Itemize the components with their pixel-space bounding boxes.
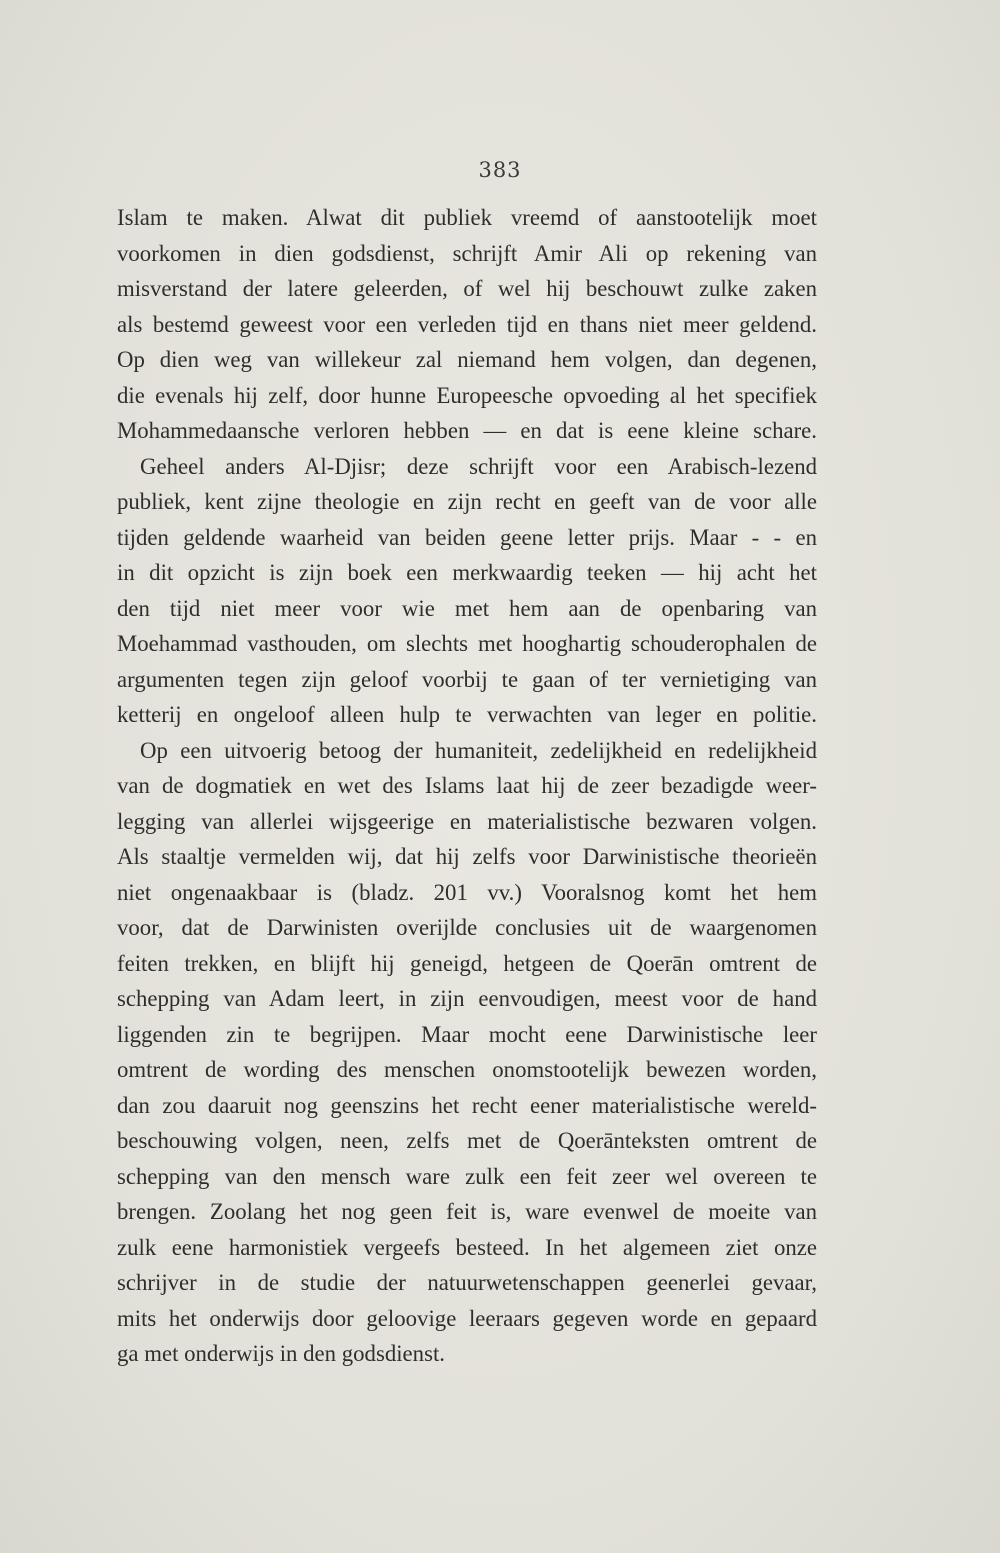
text-line: als bestemd geweest voor een verleden tijd en thans niet meer geldend. — [117, 311, 817, 337]
page-number: 383 — [478, 158, 522, 182]
body-text — [117, 200, 817, 1372]
text-line: misverstand der latere geleerden, of wel hij beschouwt zulke zaken — [117, 276, 817, 301]
text-line: in dit opzicht is zijn boek een merkwaardig teeken — hij acht het — [117, 560, 817, 585]
text-line: Moehammad vasthouden, om slechts met hooghartig schouderophalen de — [117, 631, 817, 656]
text-line: Islam te maken. Alwat dit publiek vreemd of aanstootelijk moet — [117, 205, 817, 230]
text-line: schepping van den mensch ware zulk een feit zeer wel overeen te — [117, 1163, 817, 1189]
text-line: omtrent de wording des menschen onomstootelijk bewezen worden, — [117, 1057, 817, 1082]
text-line: beschouwing volgen, neen, zelfs met de Qoerānteksten omtrent de — [117, 1128, 817, 1153]
text-line: liggenden zin te begrijpen. Maar mocht eene Darwinistische leer — [117, 1021, 817, 1047]
text-line: voorkomen in dien godsdienst, schrijft Amir Ali op rekening van — [117, 240, 817, 266]
text-line: ketterij en ongeloof alleen hulp te verwachten van leger en politie. — [117, 702, 817, 727]
text-line: Op een uitvoerig betoog der humaniteit, zedelijkheid en redelijkheid — [140, 737, 817, 763]
text-line: dan zou daaruit nog geenszins het recht eener materialistische wereld- — [117, 1092, 817, 1118]
text-line: legging van allerlei wijsgeerige en materialistische bezwaren volgen. — [117, 808, 817, 834]
text-line: Op dien weg van willekeur zal niemand hem volgen, dan degenen, — [117, 347, 817, 372]
text-line: Als staaltje vermelden wij, dat hij zelfs voor Darwinistische theorieën — [117, 844, 817, 869]
text-line: feiten trekken, en blijft hij geneigd, hetgeen de Qoerān omtrent de — [117, 950, 817, 976]
text-line: van de dogmatiek en wet des Islams laat hij de zeer bezadigde weer- — [117, 773, 817, 798]
text-line: voor, dat de Darwinisten overijlde conclusies uit de waargenomen — [117, 915, 817, 940]
text-line: mits het onderwijs door geloovige leeraars gegeven worde en gepaard — [117, 1305, 817, 1331]
text-line: niet ongenaakbaar is (bladz. 201 vv.) Vooralsnog komt het hem — [117, 879, 817, 905]
text-line: brengen. Zoolang het nog geen feit is, ware evenwel de moeite van — [117, 1199, 817, 1224]
text-line: den tijd niet meer voor wie met hem aan de openbaring van — [117, 595, 817, 621]
text-line: Mohammedaansche verloren hebben — en dat is eene kleine schare. — [117, 418, 817, 443]
text-line: ga met onderwijs in den godsdienst. — [117, 1341, 445, 1366]
text-line: publiek, kent zijne theologie en zijn recht en geeft van de voor alle — [117, 489, 817, 514]
text-line: schrijver in de studie der natuurwetenschappen geenerlei gevaar, — [117, 1270, 817, 1295]
text-line: die evenals hij zelf, door hunne Europeesche opvoeding al het specifiek — [117, 382, 817, 408]
text-line: zulk eene harmonistiek vergeefs besteed. In het algemeen ziet onze — [117, 1234, 817, 1260]
text-line: argumenten tegen zijn geloof voorbij te gaan of ter vernietiging van — [117, 666, 817, 692]
text-line: Geheel anders Al-Djisr; deze schrijft voor een Arabisch-lezend — [140, 453, 817, 479]
text-line: schepping van Adam leert, in zijn eenvoudigen, meest voor de hand — [117, 986, 817, 1011]
text-line: tijden geldende waarheid van beiden geene letter prijs. Maar - - en — [117, 524, 817, 550]
